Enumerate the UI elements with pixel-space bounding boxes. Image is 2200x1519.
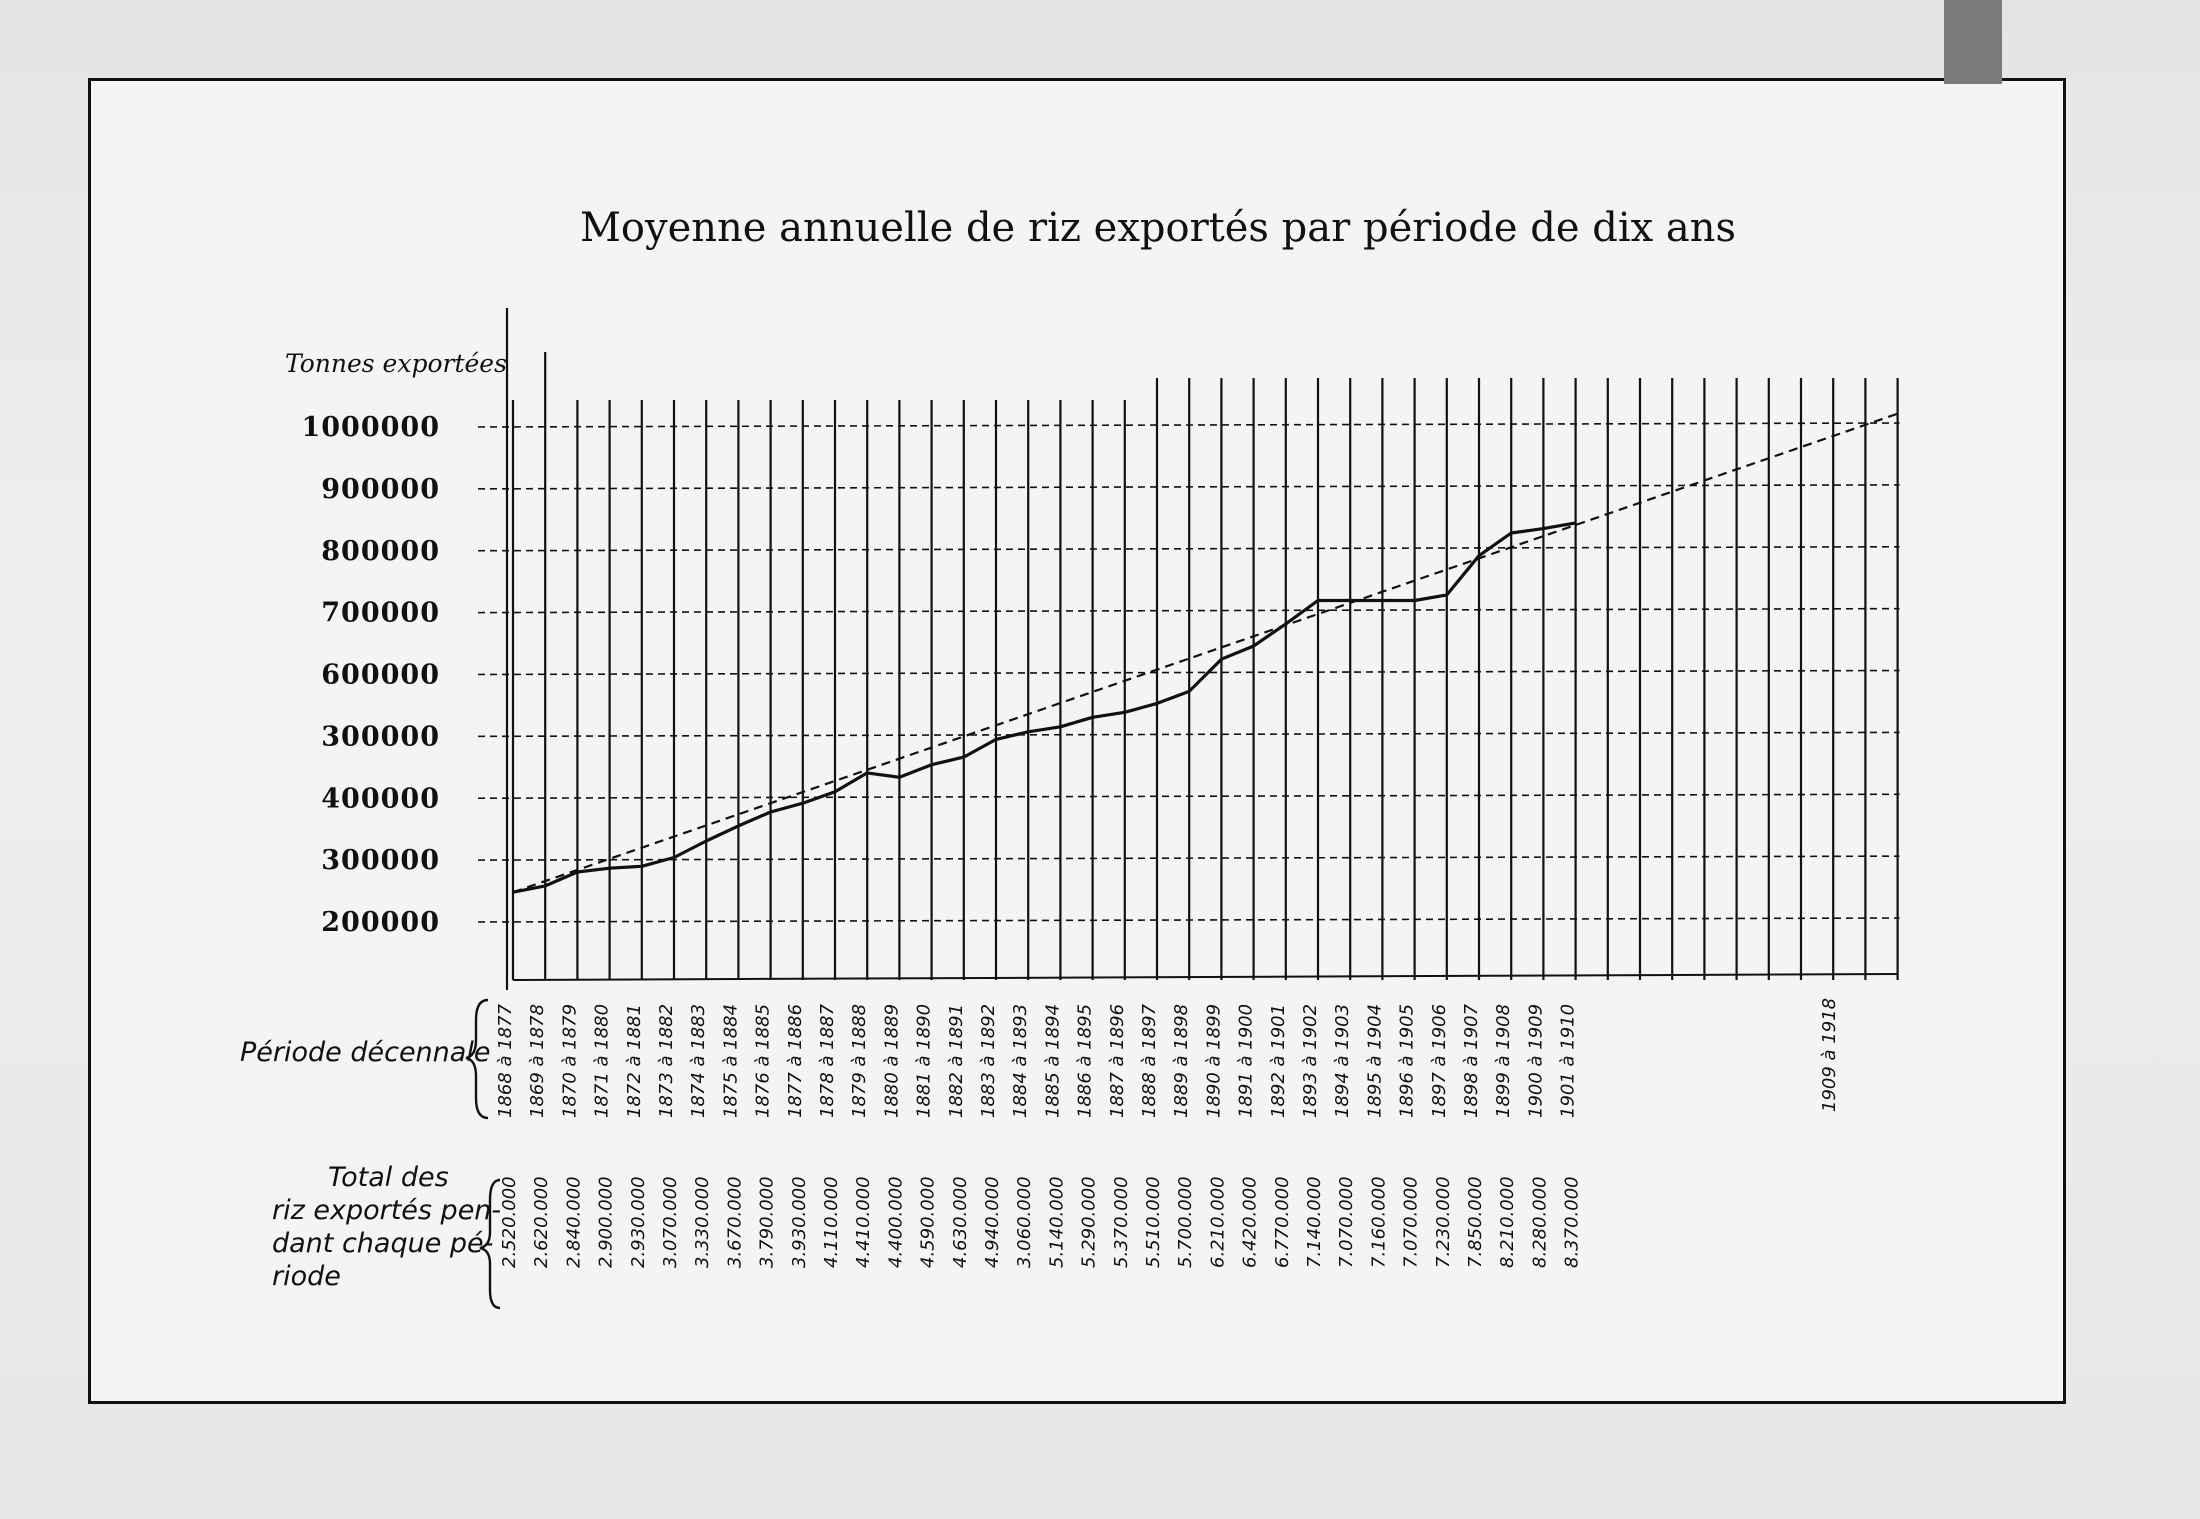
total-label: 2.840.000 [563, 1176, 585, 1268]
period-row-label: Période décennale [240, 1037, 491, 1068]
period-label: 1875 à 1884 [720, 1003, 742, 1118]
total-label: 7.070.000 [1400, 1176, 1422, 1268]
period-label: 1880 à 1889 [881, 1003, 903, 1118]
period-label: 1881 à 1890 [913, 1003, 935, 1118]
y-tick-label: 1000000 [301, 412, 440, 443]
y-tick-label: 800000 [321, 535, 440, 567]
total-label: 2.900.000 [595, 1176, 617, 1268]
total-label: 3.930.000 [788, 1176, 810, 1268]
totals-row-label [272, 1162, 501, 1292]
period-label-extra: 1909 à 1918 [1819, 997, 1841, 1112]
total-label: 4.590.000 [917, 1176, 939, 1268]
series-line-tendance [513, 414, 1898, 893]
y-tick-label: 200000 [321, 907, 440, 938]
total-label: 3.330.000 [692, 1176, 714, 1268]
total-label: 4.400.000 [885, 1176, 907, 1268]
total-label: 2.520.000 [499, 1176, 520, 1268]
period-label: 1898 à 1907 [1461, 1003, 1482, 1118]
period-label: 1901 à 1910 [1557, 1003, 1579, 1118]
period-label: 1889 à 1898 [1171, 1003, 1193, 1118]
period-labels [495, 998, 1840, 1118]
period-label: 1886 à 1895 [1074, 1003, 1096, 1118]
total-label: 7.850.000 [1465, 1176, 1486, 1268]
totals-row-label-line: riz exportés pen- [272, 1195, 502, 1226]
period-label: 1890 à 1899 [1203, 1003, 1225, 1118]
baseline [513, 974, 1898, 980]
total-label: 5.700.000 [1175, 1176, 1197, 1268]
total-label: 8.210.000 [1497, 1176, 1519, 1268]
period-label: 1891 à 1900 [1235, 1003, 1257, 1118]
y-tick-labels [301, 412, 440, 938]
total-label: 5.370.000 [1110, 1176, 1132, 1268]
y-tick-label: 400000 [321, 783, 440, 815]
total-label: 6.210.000 [1207, 1176, 1229, 1268]
period-label: 1900 à 1909 [1525, 1003, 1547, 1118]
total-label: 8.280.000 [1529, 1176, 1551, 1268]
totals-row-label-line: riode [272, 1261, 341, 1292]
total-label: 4.940.000 [982, 1176, 1003, 1268]
y-tick-label: 300000 [321, 721, 440, 753]
period-label: 1883 à 1892 [978, 1003, 999, 1118]
period-label: 1887 à 1896 [1106, 1003, 1128, 1118]
total-label: 3.670.000 [724, 1176, 746, 1268]
total-label: 7.140.000 [1304, 1176, 1325, 1268]
period-label: 1876 à 1885 [752, 1003, 774, 1118]
total-label: 5.290.000 [1078, 1176, 1100, 1268]
period-label: 1893 à 1902 [1300, 1003, 1321, 1118]
period-label: 1868 à 1877 [495, 1003, 516, 1118]
period-label: 1884 à 1893 [1010, 1003, 1032, 1118]
total-label: 7.070.000 [1336, 1176, 1358, 1268]
period-label: 1877 à 1886 [784, 1003, 806, 1118]
grid [478, 308, 1900, 990]
period-label: 1878 à 1887 [817, 1003, 838, 1118]
period-label: 1896 à 1905 [1396, 1003, 1418, 1118]
total-label: 4.410.000 [853, 1176, 875, 1268]
series-lines [513, 414, 1898, 893]
period-label: 1872 à 1881 [623, 1003, 645, 1118]
period-label: 1869 à 1878 [527, 1003, 549, 1118]
totals-row-label-line: Total des [328, 1162, 449, 1193]
total-label: 7.160.000 [1368, 1176, 1390, 1268]
period-label: 1870 à 1879 [559, 1003, 581, 1118]
total-label: 5.140.000 [1046, 1176, 1068, 1268]
period-label: 1894 à 1903 [1332, 1003, 1354, 1118]
total-label: 4.630.000 [949, 1176, 971, 1268]
period-label: 1879 à 1888 [849, 1003, 871, 1118]
total-label: 2.930.000 [627, 1176, 649, 1268]
total-label: 3.060.000 [1014, 1176, 1036, 1268]
period-label: 1882 à 1891 [945, 1003, 967, 1118]
period-label: 1892 à 1901 [1267, 1003, 1289, 1118]
y-tick-label: 600000 [321, 659, 440, 691]
total-label: 5.510.000 [1143, 1176, 1164, 1268]
total-label: 2.620.000 [531, 1176, 553, 1268]
y-axis-label: Tonnes exportées [285, 349, 507, 378]
period-label: 1873 à 1882 [656, 1003, 677, 1118]
period-label: 1888 à 1897 [1139, 1003, 1160, 1118]
total-label: 3.790.000 [756, 1176, 778, 1268]
total-label: 6.770.000 [1271, 1176, 1293, 1268]
y-tick-label: 300000 [321, 845, 440, 877]
period-label: 1871 à 1880 [591, 1003, 613, 1118]
y-tick-label: 700000 [321, 597, 440, 629]
period-label: 1895 à 1904 [1364, 1003, 1386, 1118]
total-label: 4.110.000 [821, 1176, 842, 1268]
period-label: 1885 à 1894 [1042, 1003, 1064, 1118]
total-label: 3.070.000 [660, 1176, 681, 1268]
period-label: 1899 à 1908 [1493, 1003, 1515, 1118]
total-label: 7.230.000 [1432, 1176, 1454, 1268]
total-labels [499, 1176, 1583, 1268]
y-tick-label: 900000 [321, 473, 440, 505]
totals-row-label-line: dant chaque pé- [272, 1228, 494, 1259]
total-label: 8.370.000 [1561, 1176, 1583, 1268]
period-label: 1897 à 1906 [1428, 1003, 1450, 1118]
total-label: 6.420.000 [1239, 1176, 1261, 1268]
chart-title: Moyenne annuelle de riz exportés par période de dix ans [579, 205, 1737, 251]
period-label: 1874 à 1883 [688, 1003, 710, 1118]
